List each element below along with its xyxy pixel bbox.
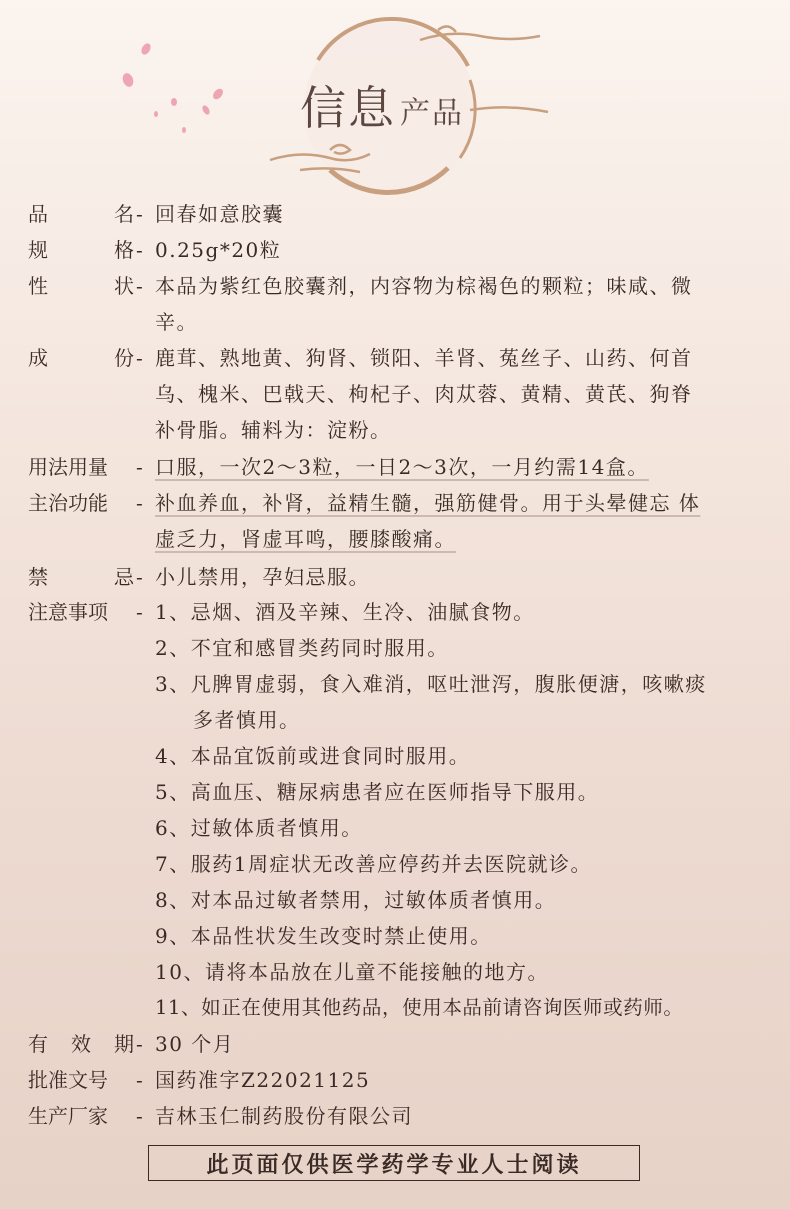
indications-label: 主治功能 - [28, 491, 143, 515]
precaution-item-cont: 多者慎用。 [193, 708, 301, 732]
precaution-item: 10、请将本品放在儿童不能接触的地方。 [155, 960, 549, 984]
precaution-item: 3、凡脾胃虚弱，食入难消，呕吐泄泻，腹胀便溏，咳嗽痰 [155, 672, 707, 696]
contraindications-label: 禁 忌 - [28, 565, 143, 589]
title-main: 信息 [300, 81, 396, 135]
precaution-item: 6、过敏体质者慎用。 [155, 816, 363, 840]
ingredients-line: 鹿茸、熟地黄、狗肾、锁阳、羊肾、菟丝子、山药、何首 [155, 346, 693, 370]
approval-value: 国药准字Z22021125 [155, 1068, 371, 1092]
approval-label: 批准文号 - [28, 1068, 143, 1092]
precaution-item: 1、忌烟、酒及辛辣、生冷、油腻食物。 [155, 600, 535, 624]
manufacturer-label: 生产厂家 - [28, 1104, 143, 1128]
petal-icon [121, 42, 225, 133]
precaution-item: 9、本品性状发生改变时禁止使用。 [155, 924, 492, 948]
spec-label: 规 格 - [28, 238, 143, 262]
precaution-item: 2、不宜和感冒类药同时服用。 [155, 636, 449, 660]
ingredients-label: 成 份 - [28, 346, 143, 370]
professional-notice: 此页面仅供医学药学专业人士阅读 [148, 1145, 640, 1181]
ingredients-line: 乌、槐米、巴戟天、枸杞子、肉苁蓉、黄精、黄芪、狗脊 [155, 382, 693, 406]
contraindications-value: 小儿禁用，孕妇忌服。 [155, 565, 370, 589]
precaution-item: 5、高血压、糖尿病患者应在医师指导下服用。 [155, 780, 600, 804]
precaution-item: 7、服药1周症状无改善应停药并去医院就诊。 [155, 852, 592, 876]
page-title [300, 58, 464, 138]
name-label: 品 名 - [28, 202, 143, 226]
validity-label: 有 效 期 - [28, 1032, 143, 1056]
precaution-item: 4、本品宜饭前或进食同时服用。 [155, 744, 471, 768]
name-value: 回春如意胶囊 [155, 202, 284, 226]
indications-line: 虚乏力，肾虚耳鸣，腰膝酸痛。 [155, 527, 456, 551]
title-sub: 产品 [400, 96, 464, 131]
precaution-item: 8、对本品过敏者禁用，过敏体质者慎用。 [155, 888, 557, 912]
usage-label: 用法用量 - [28, 455, 143, 479]
manufacturer-value: 吉林玉仁制药股份有限公司 [155, 1104, 413, 1128]
validity-value: 30 个月 [155, 1032, 235, 1056]
character-line: 本品为紫红色胶囊剂，内容物为棕褐色的颗粒；味咸、微 [155, 274, 693, 298]
indications-line: 补血养血，补肾，益精生髓，强筋健骨。用于头晕健忘 体 [155, 491, 701, 515]
precaution-item: 11、如正在使用其他药品，使用本品前请咨询医师或药师。 [155, 996, 684, 1019]
ingredients-line: 补骨脂。辅料为：淀粉。 [155, 418, 392, 442]
character-line: 辛。 [155, 310, 198, 334]
usage-value: 口服，一次2～3粒，一日2～3次，一月约需14盒。 [155, 455, 649, 479]
spec-value: 0.25g*20粒 [155, 238, 282, 262]
header [0, 0, 790, 200]
character-label: 性 状 - [28, 274, 143, 298]
precautions-label: 注意事项 - [28, 600, 143, 624]
